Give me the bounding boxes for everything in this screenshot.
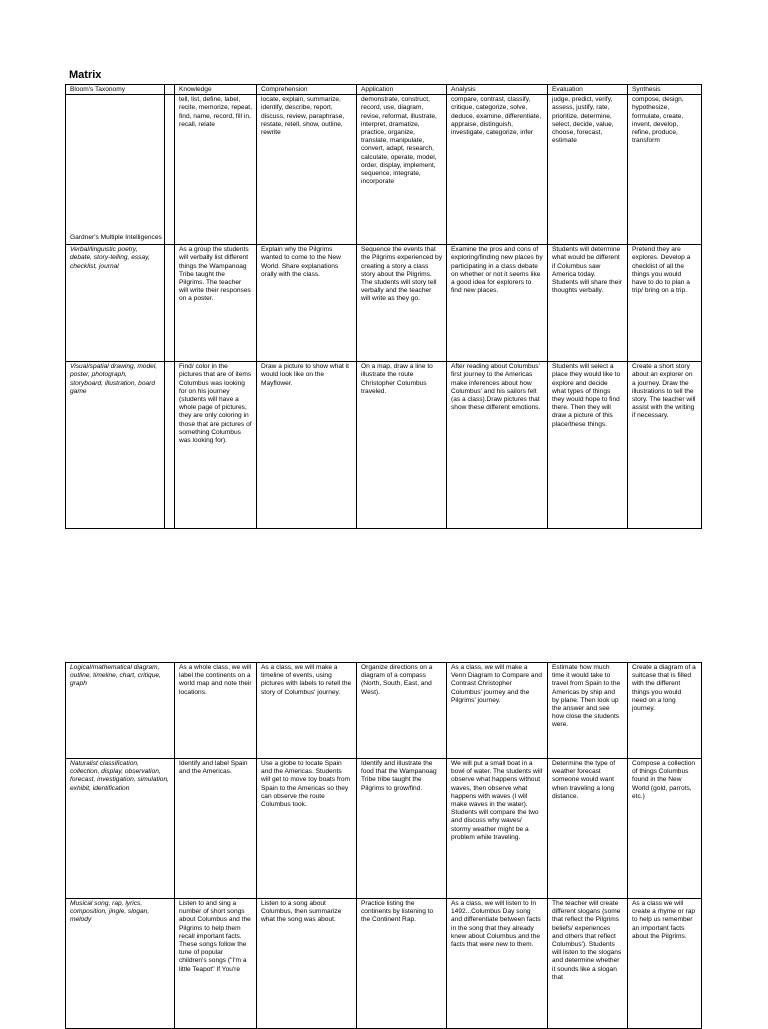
page-title: Matrix [69,69,102,81]
activity-cell: As a class we will create a rhyme or rap to help us remember an important facts about the Pilgrims. [628,899,702,1029]
activity-cell: Practice listing the continents by listening to the Continent Rap. [357,899,447,1029]
activity-cell: Sequence the events that the Pilgrims experienced by creating a story a class story about the Pilgrims. The students will story tell verbally and the teacher will write as they go. [357,245,447,362]
activity-cell: As a group the students will verbally list different things the Wampanoag Tribe taught the Pilgrims. The teacher will write their responses on a poster. [175,245,257,362]
activity-cell: Students will determine what would be different if Columbus saw America today. Students will share their thoughts verbally. [548,245,628,362]
table-row [66,899,702,1029]
column-header-evaluation: Evaluation [548,85,628,95]
gutter-cell [165,95,175,245]
gardner-label: Gardner's Multiple Intelligences [70,234,162,241]
activity-cell: Listen to and sing a number of short songs about Columbus and the Pilgrims to help them recall important facts. These songs follow the tune of popular children's songs ("I'm a little Teapot" If You're [175,899,257,1029]
activity-cell: Create a short story about an explorer on a journey. Draw the illustrations to tell the story. The teacher will assist with the writing if necessary. [628,362,702,529]
activity-cell: Find/ color in the pictures that are of items Columbus was looking for on his journey (students will have a whole page of pictures, they are only coloring in those that are pictures of something Columbus was looking for). [175,362,257,529]
activity-cell: As a whole class, we will label the continents on a world map and note their locations. [175,663,257,759]
verbs-row [66,95,702,245]
header-row [66,85,702,95]
verbs-knowledge: tell, list, define, label, recite, memorize, repeat, find, name, record, fill in, recall, relate [175,95,257,245]
activity-cell: Students will select a place they would like to explore and decide what types of things they would hope to find there. Then they will draw a picture of this place/these things. [548,362,628,529]
activity-cell: As a class, we will make a Venn Diagram to Compare and Contrast Christopher Columbus' journey and the Pilgrims' journey. [447,663,548,759]
column-header-analysis: Analysis [447,85,548,95]
activity-cell: Pretend they are explores. Develop a checklist of all the things you would have to do to plan a trip/ bring on a trip. [628,245,702,362]
intelligence-label: Logical/mathematical diagram, outline, timeline, chart, critique, graph [66,663,175,759]
table-row [66,759,702,899]
activity-cell: Organize directions on a diagram of a compass (North, South, East, and West). [357,663,447,759]
activity-cell: As a class, we will make a timeline of events, using pictures with labels to retell the story of Columbus' journey. [257,663,357,759]
activity-cell: Use a globe to locate Spain and the Americas. Students will get to move toy boats from Spain to the Americas so they can observe the route Columbus took. [257,759,357,899]
activity-cell: After reading about Columbus' first journey to the Americas make inferences about how Columbus' and his sailors felt (as a class).Draw pictures that show these different emotions. [447,362,548,529]
verbs-comprehension: locate, explain, summarize, identify, describe, report, discuss, review, paraphrase, restate, retell, show, outline, rewrite [257,95,357,245]
activity-cell: Identify and illustrate the food that the Wampanoag Tribe tribe taught the Pilgrims to grow/find. [357,759,447,899]
intelligence-label: Naturalist classification, collection, display, observation, forecast, investigation, simulation, exhibit, identification [66,759,175,899]
verbs-evaluation: judge, predict, verify, assess, justify, rate, prioritize, determine, select, decide, value, choose, forecast, estimate [548,95,628,245]
table-row [66,245,702,362]
activity-cell: Estimate how much time it would take to travel from Spain to the Americas by ship and by plane. Then look up the answer and see how close the students were. [548,663,628,759]
activity-cell: The teacher will create different slogans (some that reflect the Pilgrims beliefs/ experiences and others that reflect Columbus'). Students will listen to the slogans and determine whether it sounds like a slogan that [548,899,628,1029]
verbs-synthesis: compose, design, hypothesize, formulate, create, invent, develop, refine, produce, transform [628,95,702,245]
verbs-analysis: compare, contrast, classify, critique, categorize, solve, deduce, examine, differentiate, appraise, distinguish, investigate, categorize, infer [447,95,548,245]
column-header-comprehension: Comprehension [257,85,357,95]
table-row [66,663,702,759]
column-header-synthesis: Synthesis [628,85,702,95]
activity-cell: Create a diagram of a suitcase that is filled with the different things you would need on a long journey. [628,663,702,759]
activity-cell: Compose a collection of things Columbus found in the New World (gold, parrots, etc.) [628,759,702,899]
activity-cell: On a map, draw a line to illustrate the route Christopher Columbus traveled. [357,362,447,529]
gutter-cell [165,85,175,95]
activity-cell: Identify and label Spain and the Americas. [175,759,257,899]
column-header-knowledge: Knowledge [175,85,257,95]
gutter-cell [165,362,175,529]
column-header-application: Application [357,85,447,95]
activity-cell: Listen to a song about Columbus, then summarize what the song was about. [257,899,357,1029]
activity-cell: Draw a picture to show what it would look like on the Mayflower. [257,362,357,529]
activity-cell: Determine the type of weather forecast someone would want when traveling a long distance. [548,759,628,899]
intelligence-label: Musical song, rap, lyrics, composition, jingle, slogan, melody [66,899,175,1029]
taxonomy-label: Bloom's Taxonomy [66,85,165,95]
activity-cell: As a class, we will listen to In 1492...Columbus Day song and differentiate between facts in the song that they already knew about Columbus and the facts that were new to them. [447,899,548,1029]
activity-cell: Explain why the Pilgrims wanted to come to the New World. Share explanations orally with the class. [257,245,357,362]
activity-cell: Examine the pros and cons of exploring/finding new places by participating in a class debate on whether or not it seems like a good idea for explorers to find new places. [447,245,548,362]
intelligence-label: Verbal/linguistic poetry, debate, story-telling, essay, checklist, journal [66,245,165,362]
activity-cell: We will put a small boat in a bowl of water. The students will observe what happens without waves, then observe what happens with waves (I will make waves in the water). Students will compare the two and discuss why waves/ stormy weather might be a problem while traveling. [447,759,548,899]
intelligence-label: Visual/spatial drawing, model, poster, photograph, storyboard, illustration, board game [66,362,165,529]
gardner-label-cell [66,95,165,245]
verbs-application: demonstrate, construct, record, use, diagram, revise, reformat, illustrate, interpret, dramatize, practice, organize, translate, manipulate, convert, adapt, research, calculate, operate, model, order, display, implement, sequence, integrate, incorporate [357,95,447,245]
matrix-table-page-2 [65,662,702,1029]
matrix-table-page-1 [65,84,702,529]
gutter-cell [165,245,175,362]
table-row [66,362,702,529]
